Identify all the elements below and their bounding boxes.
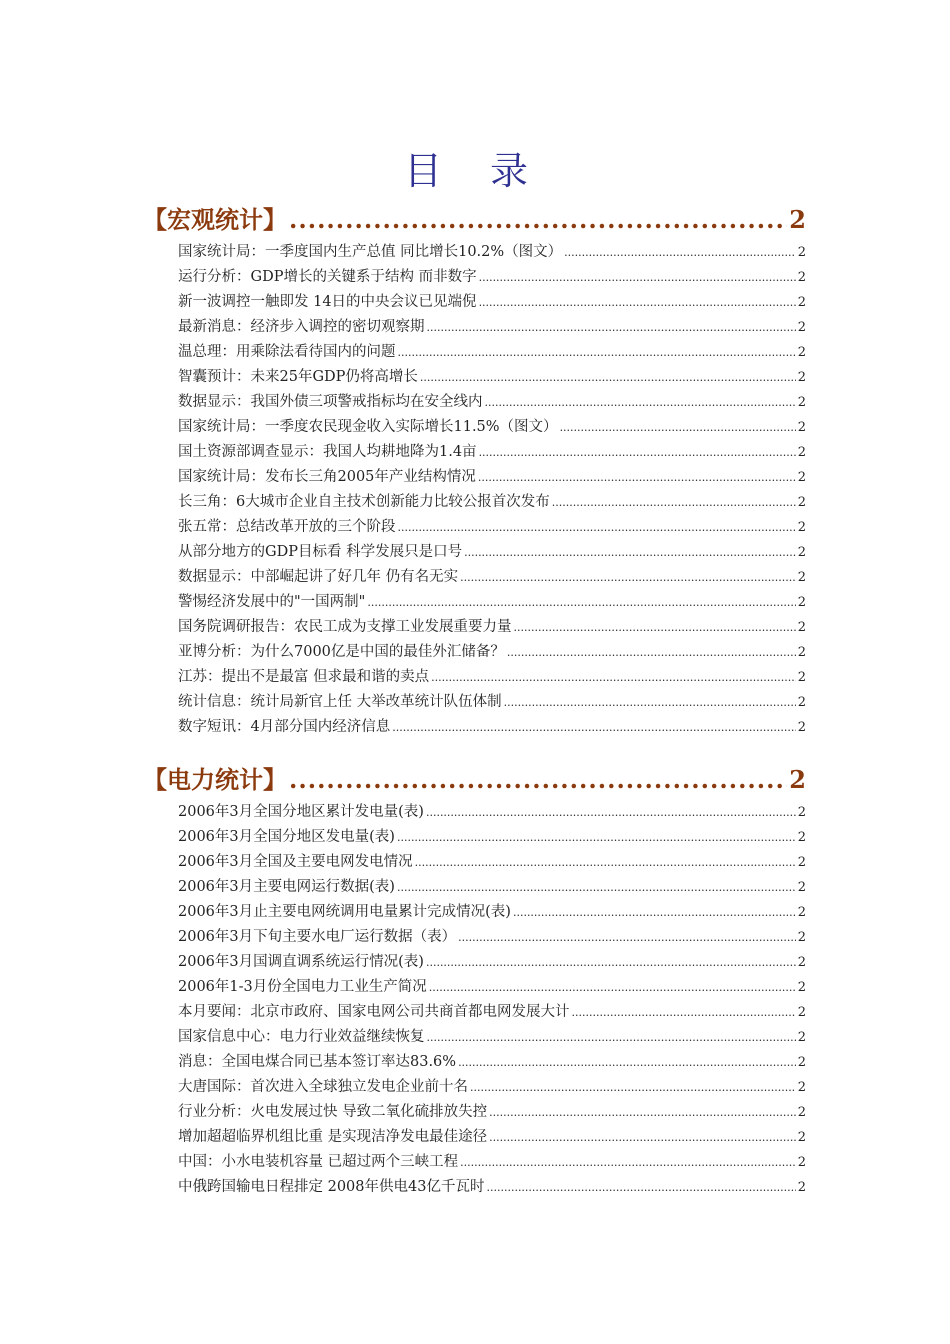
toc-entry-page-number: 2 [797,1005,806,1020]
section-heading[interactable] [143,200,806,240]
toc-entry[interactable] [178,1100,806,1125]
toc-entry-page-number: 2 [797,295,806,310]
dot-leader [392,715,795,740]
toc-entry-title: 行业分析：火电发展过快 导致二氧化硫排放失控 [178,1104,488,1120]
toc-entry[interactable] [178,640,806,665]
toc-entry[interactable] [178,1125,806,1150]
section-heading[interactable] [143,760,806,800]
toc-entry-title: 温总理：用乘除法看待国内的问题 [178,344,396,360]
toc-entry-title: 2006年3月全国及主要电网发电情况 [178,854,413,870]
section-heading-text: 【宏观统计】 [143,205,287,234]
dot-leader [397,825,796,850]
toc-entry-page-number: 2 [797,395,806,410]
toc-entry-page-number: 2 [797,345,806,360]
toc-entry[interactable] [178,1150,806,1175]
dot-leader [504,690,796,715]
dot-leader [507,640,796,665]
toc-entry-page-number: 2 [797,695,806,710]
toc-entry-title: 数字短讯：4月部分国内经济信息 [178,719,391,735]
toc-entry-title: 亚博分析：为什么7000亿是中国的最佳外汇储备？ [178,644,505,660]
toc-entry-page-number: 2 [797,520,806,535]
dot-leader [460,1150,796,1175]
toc-entry-page-number: 2 [797,270,806,285]
toc-entry[interactable] [178,975,806,1000]
toc-entry-title: 江苏：提出不是最富 但求最和谐的卖点 [178,669,430,685]
section-page-number: 2 [789,765,806,794]
toc-entry-title: 2006年3月止主要电网统调用电量累计完成情况(表) [178,904,511,920]
toc-entry-page-number: 2 [797,495,806,510]
toc-entry-title: 数据显示：中部崛起讲了好几年 仍有名无实 [178,569,459,585]
toc-entry-page-number: 2 [797,620,806,635]
toc-entry[interactable] [178,440,806,465]
dot-leader [478,465,796,490]
dot-leader [479,290,796,315]
toc-entry-title: 2006年3月下旬主要水电厂运行数据（表） [178,929,457,945]
toc-entry[interactable] [178,340,806,365]
toc-entry-title: 国家信息中心：电力行业效益继续恢复 [178,1029,425,1045]
toc-entry-page-number: 2 [797,1155,806,1170]
dot-leader [398,515,796,540]
toc-entry-page-number: 2 [797,470,806,485]
toc-entry-page-number: 2 [797,320,806,335]
toc-entry-page-number: 2 [797,570,806,585]
toc-entry-title: 国家统计局：发布长三角2005年产业结构情况 [178,469,476,485]
toc-entry-page-number: 2 [797,1130,806,1145]
toc-entry-page-number: 2 [797,930,806,945]
toc-entry[interactable] [178,925,806,950]
toc-entry[interactable] [178,365,806,390]
toc-entry-page-number: 2 [797,420,806,435]
toc-section-power-statistics [143,760,806,1200]
toc-entry[interactable] [178,1075,806,1100]
toc-entry-page-number: 2 [797,1180,806,1195]
toc-entry[interactable] [178,390,806,415]
toc-entry-title: 最新消息：经济步入调控的密切观察期 [178,319,425,335]
dot-leader [458,1050,796,1075]
dot-leader [479,440,796,465]
toc-entry-page-number: 2 [797,1105,806,1120]
dot-leader [470,1075,796,1100]
dot-leader [479,265,796,290]
dot-leader [489,1100,796,1125]
dot-leader [460,565,796,590]
dot-leader [564,240,796,265]
toc-entry-page-number: 2 [797,1080,806,1095]
toc-entry-page-number: 2 [797,830,806,845]
dot-leader [427,315,796,340]
toc-entry[interactable] [178,515,806,540]
toc-entry-page-number: 2 [797,980,806,995]
toc-entry[interactable] [178,465,806,490]
toc-entry[interactable] [178,665,806,690]
toc-entry[interactable] [178,490,806,515]
dot-leader [552,490,796,515]
toc-entry[interactable] [178,950,806,975]
toc-entry-title: 消息：全国电煤合同已基本签订率达83.6% [178,1054,457,1070]
toc-entry[interactable] [178,290,806,315]
section-entries [143,800,806,1200]
dot-leader [429,975,796,1000]
toc-entry-page-number: 2 [797,1030,806,1045]
toc-entry-title: 国务院调研报告：农民工成为支撑工业发展重要力量 [178,619,512,635]
toc-entry[interactable] [178,415,806,440]
dot-leader [485,390,796,415]
toc-entry[interactable] [178,540,806,565]
dot-leader [486,1175,795,1200]
toc-entry[interactable] [178,900,806,925]
toc-entry-title: 张五常：总结改革开放的三个阶段 [178,519,396,535]
dot-leader [289,760,787,800]
toc-entry-page-number: 2 [797,855,806,870]
dot-leader [572,1000,796,1025]
toc-entry-page-number: 2 [797,645,806,660]
dot-leader [426,950,796,975]
toc-entry-title: 国家统计局：一季度国内生产总值 同比增长10.2%（图文） [178,244,563,260]
toc-entry-title: 从部分地方的GDP目标看 科学发展只是口号 [178,544,463,560]
toc-entry-title: 2006年3月国调直调系统运行情况(表) [178,954,424,970]
dot-leader [513,900,796,925]
dot-leader [397,875,796,900]
toc-entry-title: 2006年3月全国分地区累计发电量(表) [178,804,424,820]
toc-entry[interactable] [178,315,806,340]
toc-entry[interactable] [178,800,806,825]
toc-entry-page-number: 2 [797,905,806,920]
toc-entry-page-number: 2 [797,245,806,260]
toc-entry-title: 2006年3月全国分地区发电量(表) [178,829,395,845]
toc-entry-title: 中国：小水电装机容量 已超过两个三峡工程 [178,1154,459,1170]
toc-entry[interactable] [178,1175,806,1200]
dot-leader [398,340,796,365]
toc-entry[interactable] [178,690,806,715]
toc-entry[interactable] [178,590,806,615]
toc-entry-page-number: 2 [797,805,806,820]
toc-entry-title: 大唐国际：首次进入全球独立发电企业前十名 [178,1079,468,1095]
dot-leader [426,800,796,825]
toc-entry-page-number: 2 [797,370,806,385]
toc-entry-title: 警惕经济发展中的"一国两制" [178,594,366,610]
toc-entry[interactable] [178,265,806,290]
toc-entry-page-number: 2 [797,880,806,895]
toc-entry-title: 本月要闻：北京市政府、国家电网公司共商首都电网发展大计 [178,1004,570,1020]
dot-leader [427,1025,796,1050]
dot-leader [560,415,796,440]
toc-entry-title: 数据显示：我国外债三项警戒指标均在安全线内 [178,394,483,410]
toc-entry[interactable] [178,565,806,590]
toc-entry-title: 2006年3月主要电网运行数据(表) [178,879,395,895]
dot-leader [415,850,796,875]
toc-entry-title: 长三角：6大城市企业自主技术创新能力比较公报首次发布 [178,494,550,510]
toc-entry-page-number: 2 [797,955,806,970]
dot-leader [464,540,796,565]
dot-leader [514,615,796,640]
section-heading-text: 【电力统计】 [143,765,287,794]
toc-entry-page-number: 2 [797,545,806,560]
toc-entry-title: 国家统计局：一季度农民现金收入实际增长11.5%（图文） [178,419,558,435]
dot-leader [367,590,795,615]
dot-leader [489,1125,796,1150]
toc-entry-title: 2006年1-3月份全国电力工业生产简况 [178,979,427,995]
toc-entry[interactable] [178,850,806,875]
toc-entry-title: 智囊预计：未来25年GDP仍将高增长 [178,369,418,385]
section-entries [143,240,806,740]
toc-entry-page-number: 2 [797,1055,806,1070]
dot-leader [431,665,796,690]
toc-entry[interactable] [178,1050,806,1075]
dot-leader [420,365,796,390]
toc-section-macro-statistics [143,200,806,740]
toc-entry-title: 新一波调控一触即发 14日的中央会议已见端倪 [178,294,477,310]
section-page-number: 2 [789,205,806,234]
toc-entry[interactable] [178,875,806,900]
toc-entry-title: 中俄跨国输电日程排定 2008年供电43亿千瓦时 [178,1179,485,1195]
toc-entry[interactable] [178,1025,806,1050]
toc-entry[interactable] [178,240,806,265]
dot-leader [458,925,796,950]
toc-entry[interactable] [178,715,806,740]
toc-entry[interactable] [178,1000,806,1025]
toc-entry[interactable] [178,825,806,850]
toc-title: 目 录 [403,149,547,193]
toc-entry-page-number: 2 [797,720,806,735]
toc-entry-title: 增加超超临界机组比重 是实现洁净发电最佳途径 [178,1129,488,1145]
toc-entry-title: 统计信息：统计局新官上任 大举改革统计队伍体制 [178,694,502,710]
dot-leader [289,200,787,240]
toc-entry-title: 国土资源部调查显示：我国人均耕地降为1.4亩 [178,444,477,460]
toc-entry[interactable] [178,615,806,640]
toc-entry-page-number: 2 [797,670,806,685]
table-of-contents [143,200,806,1200]
toc-entry-page-number: 2 [797,445,806,460]
toc-entry-title: 运行分析：GDP增长的关键系于结构 而非数字 [178,269,477,285]
toc-entry-page-number: 2 [797,595,806,610]
